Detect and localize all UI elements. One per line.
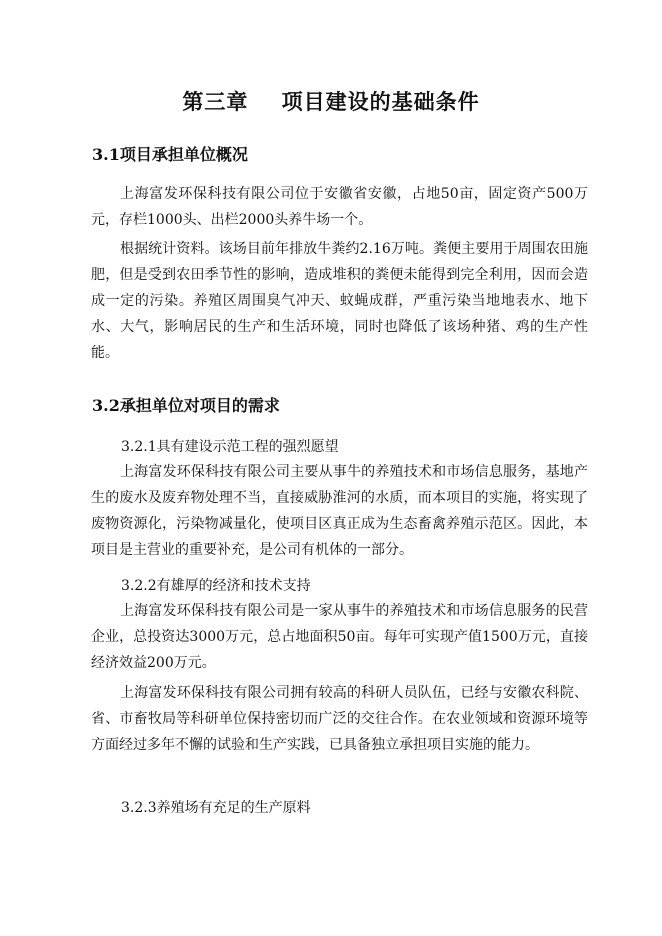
section-heading: 3.1项目承担单位概况: [92, 145, 248, 164]
section-heading: 3.2承担单位对项目的需求: [92, 396, 280, 415]
chapter-title: 第三章 项目建设的基础条件: [182, 89, 480, 114]
body-paragraph: 上海富发环保科技有限公司主要从事牛的养殖技术和市场信息服务，基地产生的废水及废弃物处理不当，直接威胁淮河的水质，而本项目的实施，将实现了废物资源化，污染物减量化，使项目区真正成为生态畜禽养殖示范区。因此，本项目是主营业的重要补充，是公司有机体的一部分。: [91, 464, 588, 558]
subsection-heading: 3.2.3养殖场有充足的生产原料: [121, 800, 311, 816]
body-paragraph: 根据统计资料。该场目前年排放牛粪约2.16万吨。粪便主要用于周围农田施肥，但是受到农田季节性的影响，造成堆积的粪便未能得到完全利用，因而会造成一定的污染。养殖区周围臭气冲天、蚊蝇成群，严重污染当地地表水、地下水、大气，影响居民的生产和生活环境，同时也降低了该场种猪、鸡的生产性能。: [91, 241, 588, 361]
body-paragraph: 上海富发环保科技有限公司是一家从事牛的养殖技术和市场信息服务的民营企业，总投资达3000万元，总占地面积50亩。每年可实现产值1500万元，直接经济效益200万元。: [91, 603, 588, 671]
body-paragraph: 上海富发环保科技有限公司位于安徽省安徽，占地50亩，固定资产500万元，存栏1000头、出栏2000头养牛场一个。: [91, 186, 588, 228]
body-paragraph: 上海富发环保科技有限公司拥有较高的科研人员队伍，已经与安徽农科院、省、市畜牧局等科研单位保持密切而广泛的交往合作。在农业领域和资源环境等方面经过多年不懈的试验和生产实践，已具备独立承担项目实施的能力。: [91, 685, 588, 753]
subsection-heading: 3.2.2有雄厚的经济和技术支持: [121, 578, 311, 594]
subsection-heading: 3.2.1具有建设示范工程的强烈愿望: [121, 439, 339, 455]
